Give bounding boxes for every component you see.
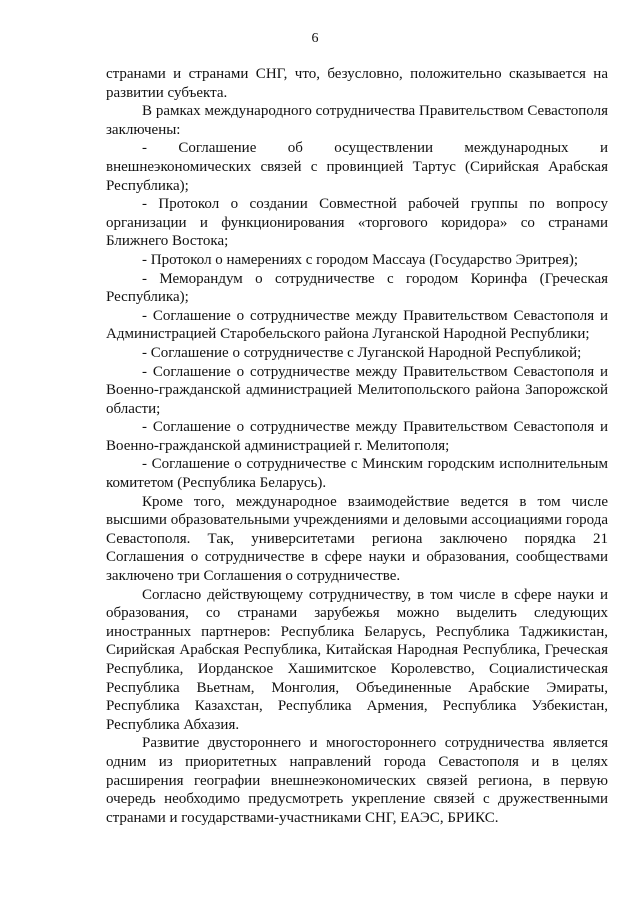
paragraph-continuation: странами и странами СНГ, что, безусловно, положительно сказывается на развитии субъекта. [106,66,608,101]
paragraph-development: Развитие двустороннего и многостороннего сотрудничества является одним из приоритетных направлений города Севастополя и в целях расширения географии внешнеэкономических связей региона, в первую очередь необходимо предусмотреть укрепление связей с дружественными странами и государствами-участниками СНГ, ЕАЭС, БРИКС. [106,735,608,826]
list-item-memorandum-corinth: - Меморандум о сотрудничестве с городом Коринфа (Греческая Республика); [106,270,608,306]
list-item-agreement-tartus: - Соглашение об осуществлении международных и внешнеэкономических связей с провинцией Тартус (Сирийская Арабская Республика); [106,140,608,194]
list-item-agreement-melitopol-city: - Соглашение о сотрудничестве между Правительством Севастополя и Военно-гражданской администрацией г. Мелитополя; [106,419,608,454]
paragraph-universities: Кроме того, международное взаимодействие ведется в том числе высшими образовательными учреждениями и деловыми ассоциациями города Севастополя. Так, университетами региона заключено порядка 21 Соглашения о сотрудничестве в сфере науки и образования, сообществами заключено три Соглашения о сотрудничестве. [106,493,608,585]
list-item-agreement-minsk: - Соглашение о сотрудничестве с Минским городским исполнительным комитетом (Республика Беларусь). [106,456,608,492]
list-item-agreement-starobelsk: - Соглашение о сотрудничестве между Правительством Севастополя и Администрацией Старобельского района Луганской Народной Республики; [106,307,608,343]
page-number: 6 [311,31,319,46]
list-item-protocol-trade-corridor: - Протокол о создании Совместной рабочей группы по вопросу организации и функционирования «торгового коридора» со странами Ближнего Востока; [106,196,608,250]
list-item-agreement-melitopol-district: - Соглашение о сотрудничестве между Правительством Севастополя и Военно-гражданской администрацией Мелитопольского района Запорожской области; [106,363,608,417]
list-item-protocol-massawa: - Протокол о намерениях с городом Массауа (Государство Эритрея); [142,251,579,268]
document-body [106,65,608,827]
list-item-agreement-lpr: - Соглашение о сотрудничестве с Луганской Народной Республикой; [142,344,582,361]
paragraph-foreign-partners: Согласно действующему сотрудничеству, в том числе в сфере науки и образования, со странами зарубежья можно выделить следующих иностранных партнеров: Республика Беларусь, Республика Таджикистан, Сирийская Арабская Республика, Китайская Народная Республика, Греческая Республика, Иорданское Хашимитское Королевство, Социалистическая Республика Вьетнам, Монголия, Объединенные Арабские Эмираты, Республика Казахстан, Республика Армения, Республика Узбекистан, Республика Абхазия. [106,586,608,733]
paragraph-intro-agreements: В рамках международного сотрудничества Правительством Севастополя заключены: [106,103,608,138]
